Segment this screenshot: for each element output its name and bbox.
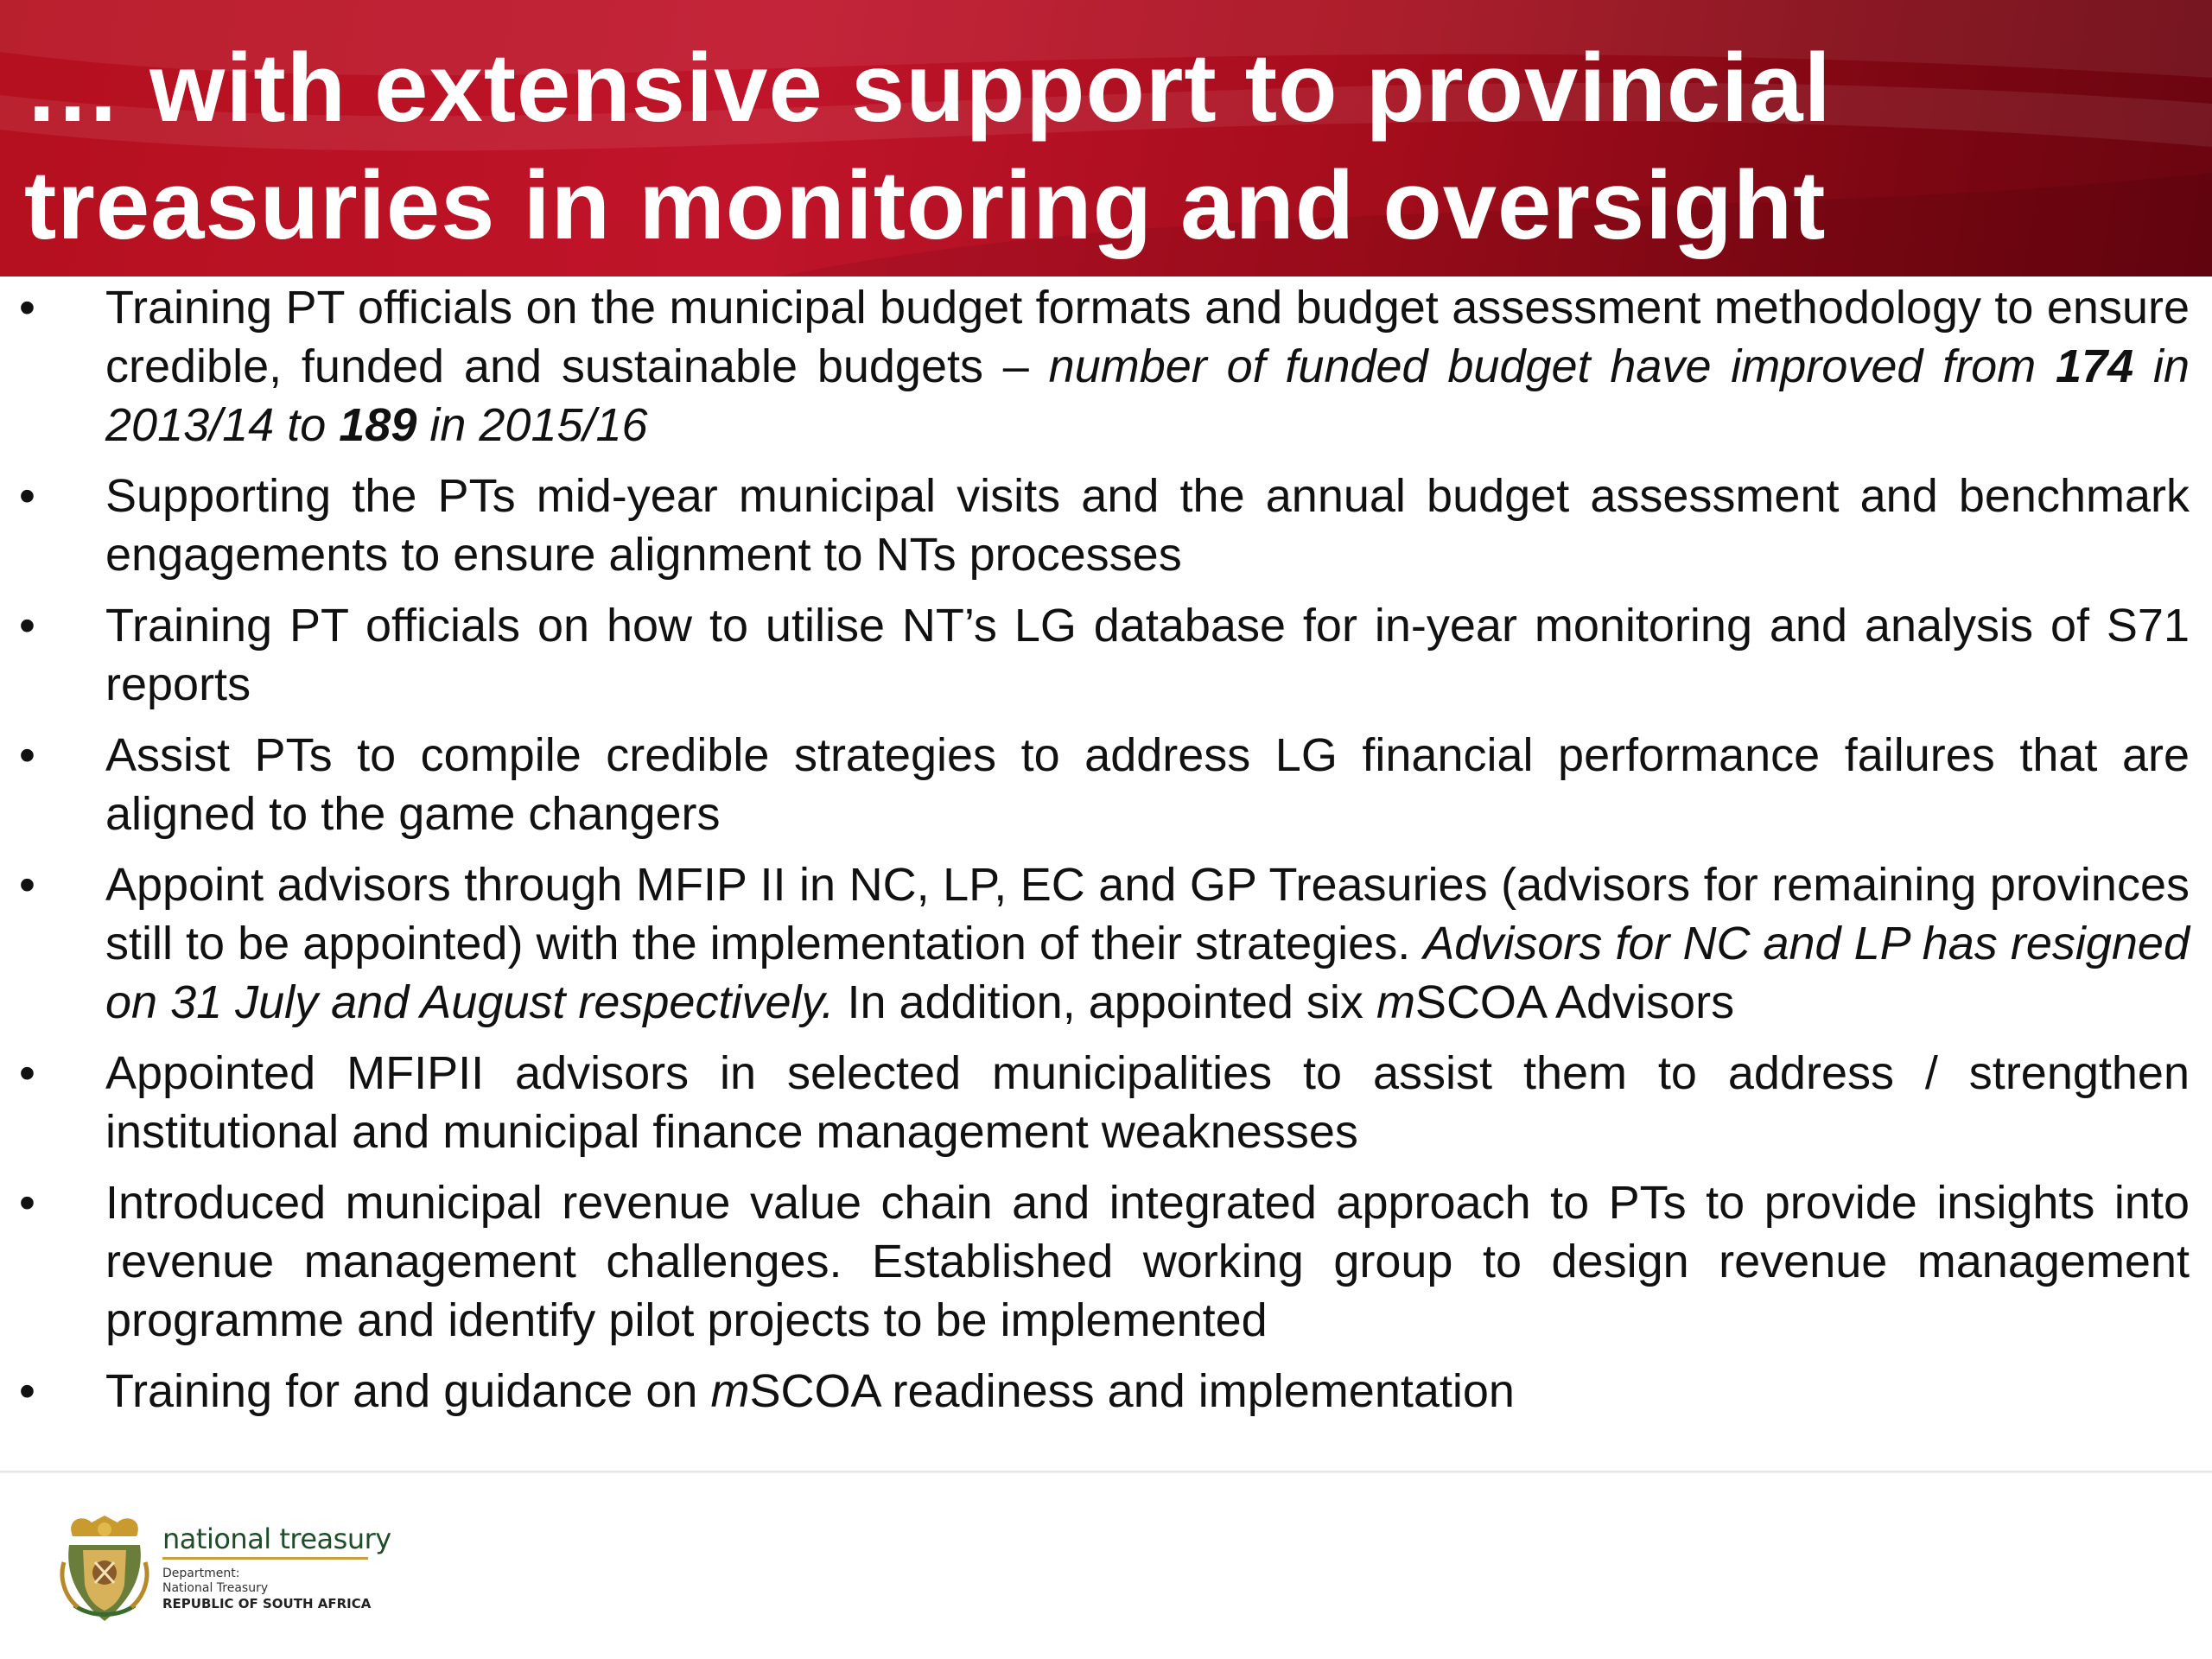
bullet-text: Training PT officials on how to utilise NT’s LG database for in-year monitoring and analysis of S71 reports: [105, 600, 2190, 710]
title-banner: [0, 0, 2212, 276]
brand-name: national treasury: [162, 1522, 391, 1555]
list-item: [0, 855, 2212, 1032]
bullet-icon: •: [19, 1365, 35, 1417]
bullet-text-italic: in 2015/16: [416, 399, 648, 451]
bullet-icon: •: [19, 470, 35, 522]
slide-title-line-1: … with extensive support to provincial: [24, 34, 1832, 142]
bullet-text-part: Training for and guidance on: [105, 1365, 711, 1417]
bullet-text-part: SCOA readiness and implementation: [749, 1365, 1515, 1417]
south-africa-coat-of-arms-icon: [57, 1510, 152, 1628]
list-item: [0, 467, 2212, 584]
bullet-text: Assist PTs to compile credible strategies to address LG financial performance failures that are aligned to the game changers: [105, 729, 2190, 840]
bullet-list: [0, 278, 2212, 1421]
bullet-text: [105, 1362, 2190, 1421]
bullet-icon: •: [19, 859, 35, 911]
bullet-text-italic: in 2013/14 to: [105, 340, 2190, 451]
bullet-icon: •: [19, 282, 35, 334]
brand-underline: [162, 1557, 368, 1560]
country-name: REPUBLIC OF SOUTH AFRICA: [162, 1596, 372, 1611]
funded-budgets-2013-value: 174: [2056, 340, 2134, 392]
bullet-text: Supporting the PTs mid-year municipal visits and the annual budget assessment and benchmark engagements to ensure alignment to NTs processes: [105, 470, 2190, 581]
bullet-text-part: Training PT officials on the municipal budget formats and budget assessment methodology to ensure credible, funded and sustainable budgets –: [105, 282, 2190, 392]
footer-branding: [162, 1522, 391, 1611]
funded-budgets-2015-value: 189: [339, 399, 417, 451]
bullet-text-italic: m: [1376, 976, 1415, 1028]
bullet-text-part: In addition, appointed six: [834, 976, 1376, 1028]
department-name: National Treasury: [162, 1581, 269, 1595]
slide-body: [0, 278, 2212, 1421]
list-item: [0, 1173, 2212, 1350]
bullet-text-italic: number of funded budget have improved from: [1048, 340, 2056, 392]
slide-title-line-2: treasuries in monitoring and oversight: [24, 151, 1827, 259]
bullet-text: Appointed MFIPII advisors in selected municipalities to assist them to address / strengthen institutional and municipal finance management weaknesses: [105, 1047, 2190, 1158]
list-item: [0, 726, 2212, 843]
bullet-icon: •: [19, 729, 35, 781]
bullet-text-part: Appoint advisors through MFIP II in NC, LP, EC and GP Treasuries (advisors for remaining provinces still to be appointed) with the implementation of their strategies.: [105, 859, 2190, 969]
bullet-icon: •: [19, 1047, 35, 1099]
list-item: [0, 1044, 2212, 1161]
bullet-text: Introduced municipal revenue value chain and integrated approach to PTs to provide insights into revenue management challenges. Established working group to design revenue management programme and identify pilot projects to be implemented: [105, 1177, 2190, 1346]
list-item: [0, 278, 2212, 454]
bullet-text: [105, 278, 2190, 454]
slide-title: [24, 29, 2167, 264]
bullet-icon: •: [19, 600, 35, 652]
bullet-text-part: SCOA Advisors: [1414, 976, 1735, 1028]
bullet-text-italic: Advisors for NC and LP has resigned on 31 July and August respectively.: [105, 918, 2190, 1028]
bullet-text: [105, 855, 2190, 1032]
department-label: Department:: [162, 1567, 240, 1580]
list-item: [0, 596, 2212, 714]
footer-divider: [0, 1471, 2212, 1473]
list-item: [0, 1362, 2212, 1421]
bullet-icon: •: [19, 1177, 35, 1229]
bullet-text-italic: m: [710, 1365, 750, 1417]
